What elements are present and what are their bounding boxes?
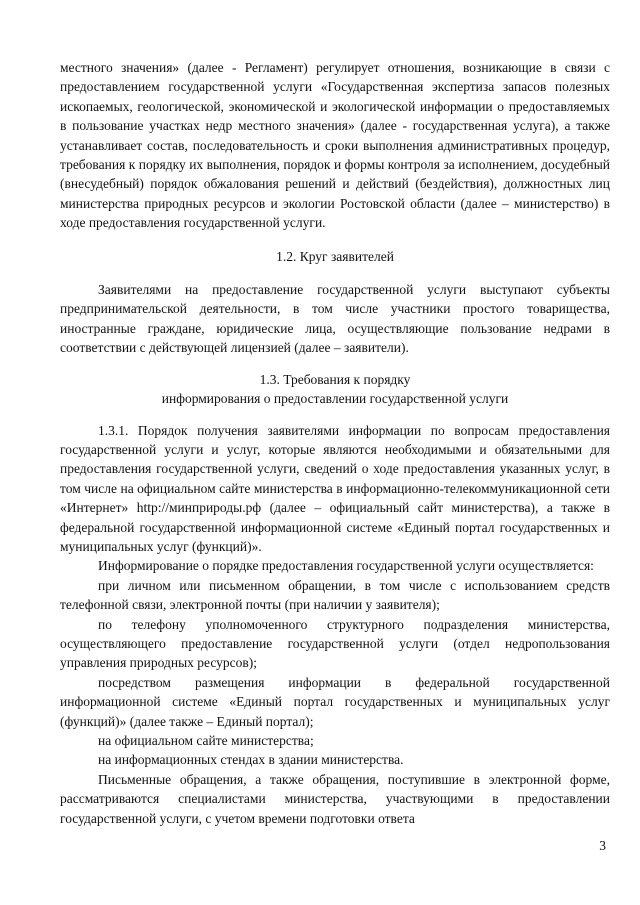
informing-paragraph: Информирование о порядке предоставления государственной услуги осуществляется: — [98, 558, 594, 574]
written-requests-paragraph: Письменные обращения, а также обращения, поступившие в электронной форме, рассматриваются специалистами министерства, участвующими в предоставлении государственной услуги, с учетом времени подготовки ответа — [60, 771, 610, 826]
paragraph-1-3-1: 1.3.1. Порядок получения заявителями информации по вопросам предоставления государственной услуги и услуг, которые являются необходимыми и обязательными для предоставления государственной услуги, сведений о ходе предоставления указанных услуг, в том числе на официальном сайте министерства в информационно-телекоммуникационной сети «Интернет» http://минприроды.рф (далее – официальный сайт министерства), а также в федеральной государственной информационной системе «Единый портал государственных и муниципальных услуг (функций)». — [60, 422, 610, 554]
intro-paragraph: местного значения» (далее - Регламент) регулирует отношения, возникающие в связи с предоставлением государственной услуги «Государственная экспертиза запасов полезных ископаемых, геологической, экономической и экологической информации о предоставляемых в пользование участках недр местного значения» (далее - государственная услуга), а также устанавливает состав, последовательность и сроки выполнения административных процедур, требования к порядку их выполнения, порядок и формы контроля за исполнением, досудебный (внесудебный) порядок обжалования решений и действий (бездействия), должностных лиц министерства природных ресурсов и экологии Ростовской области (далее – министерство) в ходе предоставления государственной услуги. — [60, 60, 610, 231]
list-item-personal: при личном или письменном обращении, в том числе с использованием средств телефонной связи, электронной почты (при наличии у заявителя); — [60, 577, 610, 613]
list-item-phone: по телефону уполномоченного структурного подразделения министерства, осуществляющего предоставление государственной услуги (отдел недропользования управления природных ресурсов); — [60, 616, 610, 671]
list-item-stands: на информационных стендах в здании министерства. — [98, 752, 404, 768]
list-item-site: на официальном сайте министерства; — [98, 733, 314, 748]
section-heading-1-3-line1: 1.3. Требования к порядку — [259, 371, 411, 387]
page-number: 3 — [599, 838, 606, 853]
applicants-paragraph: Заявителями на предоставление государственной услуги выступают субъекты предпринимательской деятельности, в том числе участники простого товарищества, иностранные граждане, юридические лица, осуществляющие пользование недрами в соответствии с действующей лицензией (далее – заявители). — [60, 282, 610, 356]
list-item-portal: посредством размещения информации в федеральной государственной информационной системе «Единый портал государственных и муниципальных услуг (функций)» (далее также – Единый портал); — [60, 674, 610, 729]
section-heading-1-3-line2: информирования о предоставлении государственной услуги — [161, 391, 509, 407]
document-body — [60, 58, 610, 828]
section-heading-1-2: 1.2. Круг заявителей — [276, 248, 394, 264]
